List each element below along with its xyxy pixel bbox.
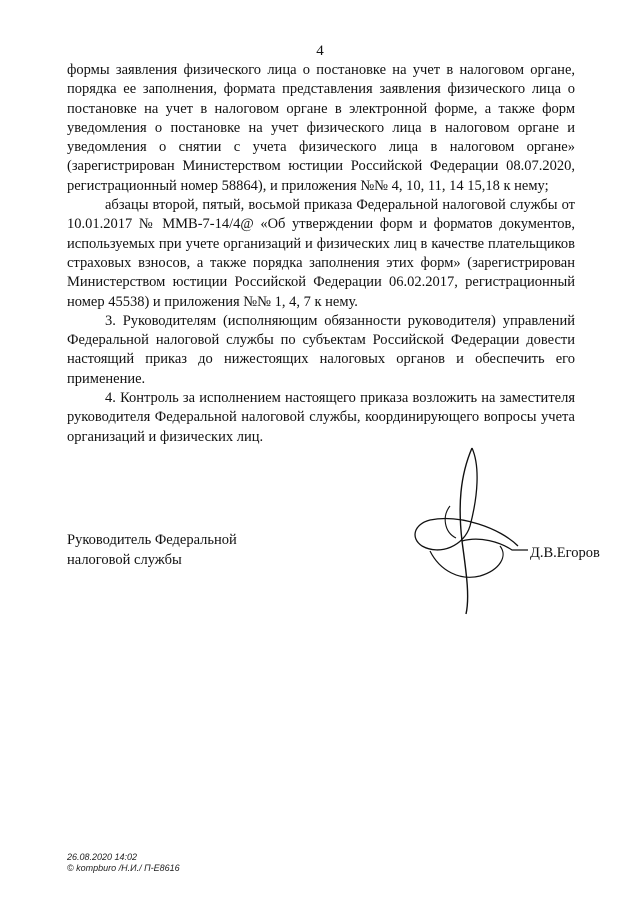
paragraph-item-4: 4. Контроль за исполнением настоящего приказа возложить на заместителя руководителя Федеральной налоговой службы, координирующего вопросы учета организаций и физических лиц. (67, 390, 575, 445)
paragraph-continuation: формы заявления физического лица о постановке на учет в налоговом органе, порядка ее заполнения, формата представления заявления физического лица о постановке на учет в налоговом органе в электронной форме, а также форм уведомления о постановке на учет физического лица в налоговом органе и уведомления о снятии с учета физического лица в налоговом органе» (зарегистрирован Министерством юстиции Российской Федерации 08.07.2020, регистрационный номер 58864), и приложения №№ 4, 10, 11, 14 15,18 к нему; (67, 62, 575, 194)
signer-title-line-1: Руководитель Федеральной (67, 532, 237, 548)
signer-name: Д.В.Егоров (530, 545, 600, 561)
signer-title (67, 531, 237, 570)
footer-author-code: © kompburo /Н.И./ П-Е8616 (67, 863, 180, 873)
footer-metadata (67, 852, 180, 874)
paragraph-item-3: 3. Руководителям (исполняющим обязанности руководителя) управлений Федеральной налоговой службы по субъектам Российской Федерации довести настоящий приказ до нижестоящих налоговых органов и обеспечить его применение. (67, 312, 575, 387)
handwritten-signature (400, 446, 550, 616)
page-number: 4 (316, 43, 324, 59)
signer-title-line-2: налоговой службы (67, 551, 182, 568)
paragraph-order-paragraphs: абзацы второй, пятый, восьмой приказа Федеральной налоговой службы от 10.01.2017 № ММВ-7-14/4@ «Об утверждении форм и форматов документов, используемых при учете организаций и физических лиц в качестве плательщиков страховых взносов, а также порядка заполнения этих форм» (зарегистрирован Министерством юстиции Российской Федерации 06.02.2017, регистрационный номер 45538) и приложения №№ 1, 4, 7 к нему. (67, 197, 575, 310)
footer-timestamp: 26.08.2020 14:02 (67, 852, 138, 862)
document-body (67, 61, 575, 447)
